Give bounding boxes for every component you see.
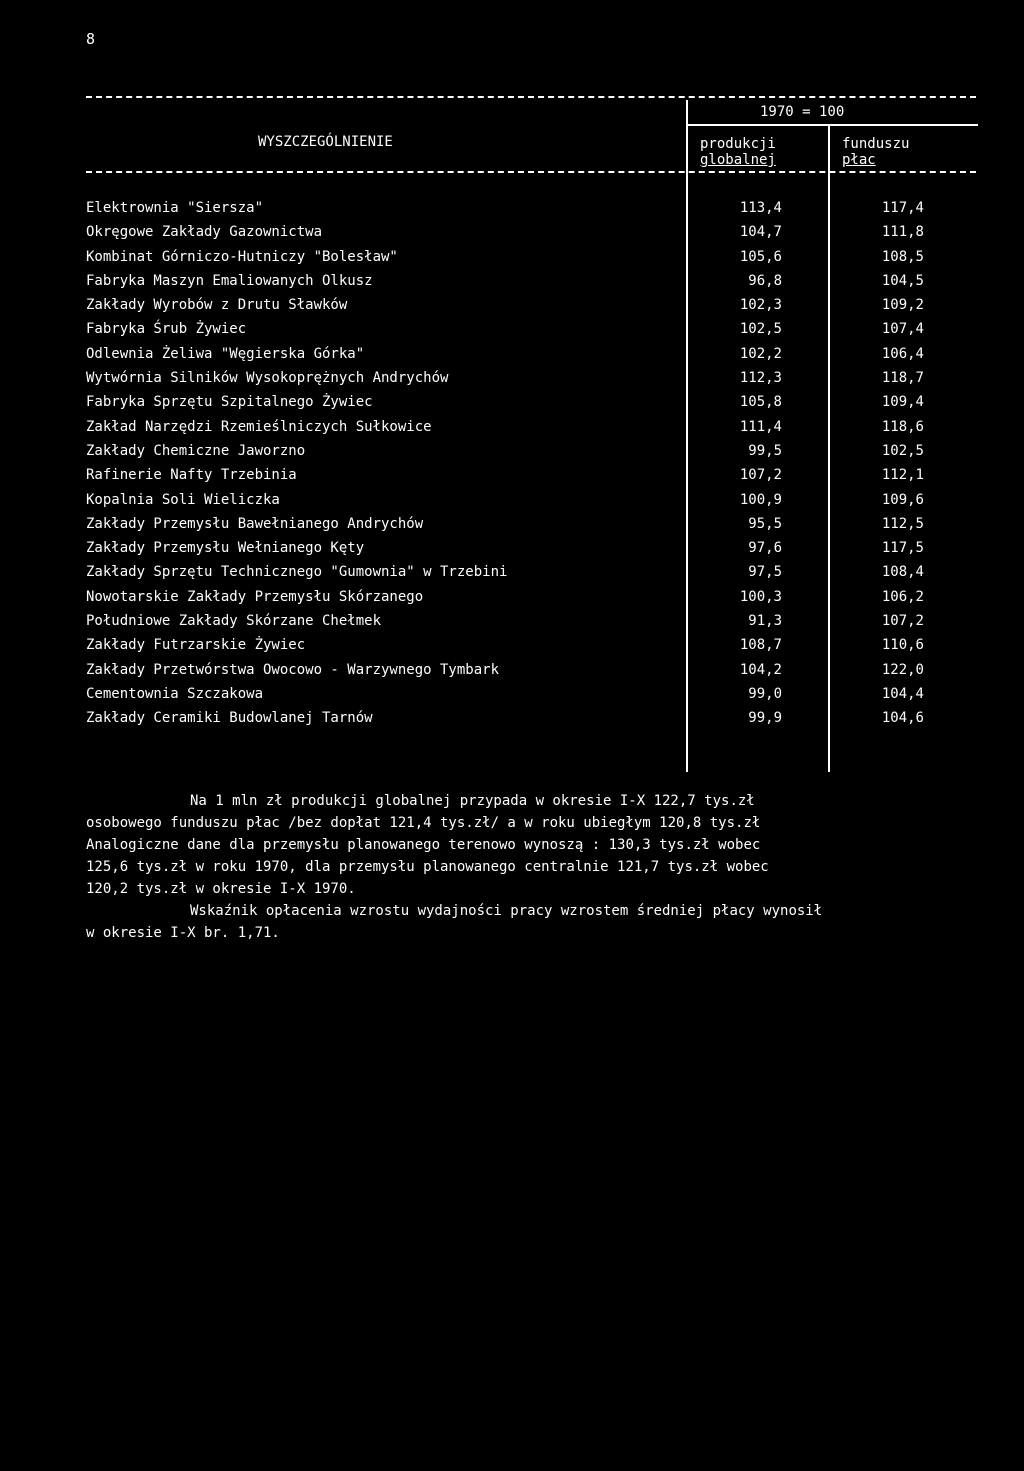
row-name: Zakłady Chemiczne Jaworzno	[86, 442, 306, 459]
row-name: Fabryka Śrub Żywiec	[86, 321, 247, 338]
row-name: Zakłady Przemysłu Bawełnianego Andrychów	[86, 515, 424, 532]
row-production-value: 104,7	[739, 224, 782, 241]
table-row	[0, 467, 1024, 491]
row-wages-value: 104,6	[881, 710, 924, 727]
row-production-value: 108,7	[739, 637, 782, 654]
row-name: Zakłady Wyrobów z Drutu Sławków	[86, 297, 348, 314]
note-paragraph-1-line-3: Analogiczne dane dla przemysłu planowanego terenowo wynoszą : 130,3 tys.zł wobec	[86, 837, 761, 853]
row-name: Zakłady Futrzarskie Żywiec	[86, 637, 306, 654]
row-wages-value: 112,1	[881, 467, 924, 484]
row-wages-value: 117,4	[881, 200, 924, 216]
row-name: Południowe Zakłady Skórzane Chełmek	[86, 613, 382, 630]
table-row	[0, 564, 1024, 588]
row-wages-value: 107,2	[881, 613, 924, 630]
table-row	[0, 710, 1024, 734]
table-row	[0, 394, 1024, 418]
row-production-value: 111,4	[739, 418, 782, 435]
row-wages-value: 102,5	[881, 442, 924, 459]
table-row	[0, 637, 1024, 661]
row-wages-value: 118,7	[881, 370, 924, 387]
row-wages-value: 109,2	[881, 297, 924, 314]
row-name: Rafinerie Nafty Trzebinia	[86, 467, 297, 484]
row-production-value: 99,5	[748, 442, 782, 459]
group-header-underline	[688, 124, 978, 126]
table-row	[0, 443, 1024, 467]
row-name: Zakłady Przemysłu Wełnianego Kęty	[86, 540, 365, 557]
table-row	[0, 346, 1024, 370]
row-wages-value: 117,5	[881, 540, 924, 557]
table-row	[0, 370, 1024, 394]
row-name: Cementownia Szczakowa	[86, 685, 264, 702]
row-name: Fabryka Sprzętu Szpitalnego Żywiec	[86, 394, 373, 411]
note-paragraph-1-line-4: 125,6 tys.zł w roku 1970, dla przemysłu planowanego centralnie 121,7 tys.zł wobec	[86, 859, 769, 875]
row-wages-value: 111,8	[881, 224, 924, 241]
column-header-wages-2: płac	[842, 152, 876, 168]
column-header-description: WYSZCZEGÓLNIENIE	[258, 134, 393, 150]
row-production-value: 100,3	[739, 588, 782, 605]
row-name: Zakład Narzędzi Rzemieślniczych Sułkowice	[86, 418, 432, 435]
table-row	[0, 492, 1024, 516]
row-production-value: 104,2	[739, 661, 782, 678]
table-body	[0, 200, 1024, 735]
table-row	[0, 273, 1024, 297]
group-header-1970: 1970 = 100	[760, 104, 845, 120]
row-wages-value: 108,5	[881, 248, 924, 265]
row-production-value: 102,3	[739, 297, 782, 314]
column-header-wages-1: funduszu	[842, 136, 910, 152]
note-paragraph-2-line-2: w okresie I-X br. 1,71.	[86, 925, 280, 941]
row-wages-value: 112,5	[881, 515, 924, 532]
table-top-rule	[86, 96, 976, 98]
row-wages-value: 107,4	[881, 321, 924, 338]
row-production-value: 100,9	[739, 491, 782, 508]
table-row	[0, 516, 1024, 540]
table-row	[0, 419, 1024, 443]
row-production-value: 97,5	[748, 564, 782, 581]
row-wages-value: 110,6	[881, 637, 924, 654]
table-row	[0, 686, 1024, 710]
row-production-value: 113,4	[739, 200, 782, 216]
row-production-value: 99,0	[748, 685, 782, 702]
row-wages-value: 104,5	[881, 272, 924, 289]
note-paragraph-1-line-5: 120,2 tys.zł w okresie I-X 1970.	[86, 881, 356, 897]
row-production-value: 107,2	[739, 467, 782, 484]
row-name: Kombinat Górniczo-Hutniczy "Bolesław"	[86, 248, 398, 265]
row-name: Elektrownia "Siersza"	[86, 200, 264, 216]
row-name: Wytwórnia Silników Wysokoprężnych Andrychów	[86, 370, 449, 387]
row-production-value: 91,3	[748, 613, 782, 630]
table-row	[0, 321, 1024, 345]
row-production-value: 102,5	[739, 321, 782, 338]
column-header-production-2: globalnej	[700, 152, 776, 168]
row-wages-value: 106,4	[881, 345, 924, 362]
row-wages-value: 122,0	[881, 661, 924, 678]
row-name: Kopalnia Soli Wieliczka	[86, 491, 280, 508]
table-row	[0, 540, 1024, 564]
row-name: Zakłady Sprzętu Technicznego "Gumownia" w Trzebini	[86, 564, 508, 581]
row-production-value: 102,2	[739, 345, 782, 362]
row-production-value: 105,8	[739, 394, 782, 411]
note-paragraph-1-line-2: osobowego funduszu płac /bez dopłat 121,4 tys.zł/ a w roku ubiegłym 120,8 tys.zł	[86, 815, 761, 831]
table-row	[0, 224, 1024, 248]
row-wages-value: 108,4	[881, 564, 924, 581]
row-production-value: 99,9	[748, 710, 782, 727]
column-header-production-1: produkcji	[700, 136, 776, 152]
table-row	[0, 589, 1024, 613]
row-production-value: 97,6	[748, 540, 782, 557]
row-name: Odlewnia Żeliwa "Węgierska Górka"	[86, 345, 365, 362]
row-production-value: 112,3	[739, 370, 782, 387]
table-row	[0, 297, 1024, 321]
page-number: 8	[86, 30, 96, 48]
table-row	[0, 613, 1024, 637]
summary-notes	[86, 790, 986, 944]
header-bottom-rule	[86, 171, 976, 173]
row-name: Zakłady Ceramiki Budowlanej Tarnów	[86, 710, 373, 727]
table-row	[0, 662, 1024, 686]
row-wages-value: 104,4	[881, 685, 924, 702]
row-production-value: 96,8	[748, 272, 782, 289]
row-name: Nowotarskie Zakłady Przemysłu Skórzanego	[86, 588, 424, 605]
row-wages-value: 109,6	[881, 491, 924, 508]
table-row	[0, 200, 1024, 224]
row-name: Fabryka Maszyn Emaliowanych Olkusz	[86, 272, 373, 289]
row-wages-value: 109,4	[881, 394, 924, 411]
note-paragraph-1-line-1: Na 1 mln zł produkcji globalnej przypada w okresie I-X 122,7 tys.zł	[190, 793, 755, 809]
row-production-value: 95,5	[748, 515, 782, 532]
table-row	[0, 249, 1024, 273]
row-wages-value: 106,2	[881, 588, 924, 605]
row-production-value: 105,6	[739, 248, 782, 265]
note-paragraph-2-line-1: Wskaźnik opłacenia wzrostu wydajności pracy wzrostem średniej płacy wynosił	[190, 903, 823, 919]
row-name: Okręgowe Zakłady Gazownictwa	[86, 224, 323, 241]
row-name: Zakłady Przetwórstwa Owocowo - Warzywnego Tymbark	[86, 661, 500, 678]
row-wages-value: 118,6	[881, 418, 924, 435]
